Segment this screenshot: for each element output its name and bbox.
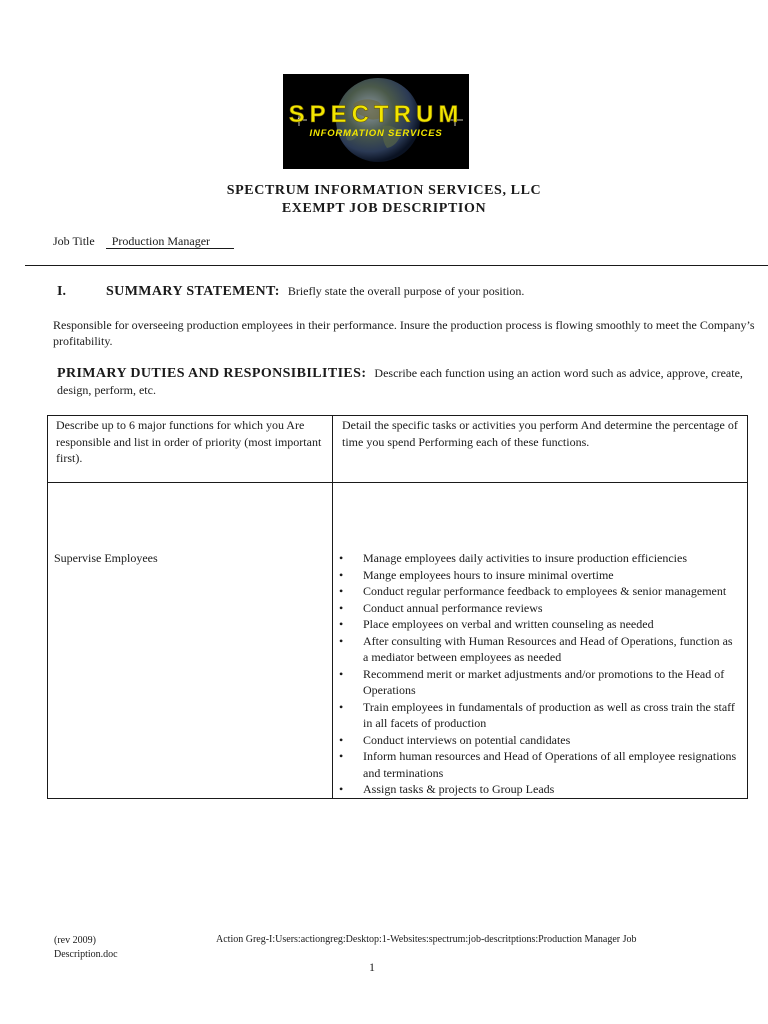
list-item: [339, 748, 739, 781]
footer-revision: [54, 934, 118, 962]
bullet-icon: •: [339, 782, 344, 796]
list-item: [339, 600, 739, 617]
bullet-icon: •: [339, 699, 344, 714]
bullet-icon: •: [339, 749, 344, 763]
job-title-label: Job Title: [53, 234, 95, 248]
job-title-value: Production Manager: [106, 235, 234, 249]
document-type: EXEMPT JOB DESCRIPTION: [281, 201, 487, 216]
section-divider: [25, 265, 768, 266]
logo-title: SPECTRUM: [288, 101, 464, 128]
table-row: [48, 483, 748, 799]
page-number: 1: [369, 960, 375, 974]
bullet-icon: •: [339, 600, 344, 615]
list-item: [339, 781, 739, 798]
functions-table: [47, 415, 748, 799]
duties-heading: PRIMARY DUTIES AND RESPONSIBILITIES:: [57, 366, 367, 381]
header-cell-functions: [48, 416, 333, 483]
summary-heading: SUMMARY STATEMENT:: [106, 284, 280, 299]
bullet-icon: •: [339, 584, 344, 598]
bullet-icon: •: [339, 633, 344, 648]
task-text: Train employees in fundamentals of production as well as cross train the staff in all facets of production: [363, 699, 735, 730]
list-item: [339, 616, 739, 633]
header-cell-tasks: [333, 416, 748, 483]
footer-rev: (rev 2009): [54, 935, 96, 946]
summary-heading-row: [57, 284, 524, 300]
bullet-icon: •: [339, 732, 344, 747]
task-text: Conduct annual performance reviews: [363, 600, 543, 615]
footer-filename: Description.doc: [54, 949, 118, 960]
list-item: [339, 583, 739, 600]
task-text: Place employees on verbal and written counseling as needed: [363, 617, 654, 631]
list-item: [339, 732, 739, 749]
header-tasks-text: Detail the specific tasks or activities you perform And determine the percentage of time you spend Performing each of these functions.: [342, 418, 738, 449]
duties-heading-block: [57, 365, 747, 398]
list-item: [339, 633, 739, 666]
function-name: Supervise Employees: [54, 551, 158, 565]
logo-subtitle: INFORMATION SERVICES: [309, 128, 443, 139]
job-title-field: [53, 234, 234, 249]
footer-path: Action Greg-I:Users:actiongreg:Desktop:1-Websites:spectrum:job-descritptions:Production Manager Job: [216, 934, 637, 945]
summary-instruction: Briefly state the overall purpose of your position.: [287, 284, 525, 298]
list-item: [339, 699, 739, 732]
duties-instruction: Describe each function using an action word such as advice, approve, create, design, perform, etc.: [57, 366, 743, 397]
table-header-row: [48, 416, 748, 483]
bullet-icon: •: [339, 551, 344, 565]
task-text: Recommend merit or market adjustments and/or promotions to the Head of Operations: [363, 666, 725, 697]
bullet-icon: •: [339, 567, 344, 582]
tasks-cell: [333, 483, 748, 799]
function-cell: [48, 483, 333, 799]
bullet-icon: •: [339, 666, 344, 681]
task-text: Conduct interviews on potential candidates: [363, 732, 571, 747]
header-functions-text: Describe up to 6 major functions for which you Are responsible and list in order of priority (most important first).: [56, 418, 322, 465]
globe-logo-graphic: [283, 74, 469, 169]
company-logo: [283, 74, 469, 169]
summary-body: Responsible for overseeing production employees in their performance. Insure the production process is flowing smoothly to meet the Company’s profitability.: [53, 318, 755, 348]
task-text: Assign tasks & projects to Group Leads: [363, 782, 555, 796]
task-text: Inform human resources and Head of Operations of all employee resignations and terminations: [363, 749, 737, 780]
section-number: I.: [57, 284, 66, 299]
bullet-icon: •: [339, 617, 344, 631]
task-text: After consulting with Human Resources and Head of Operations, function as a mediator between employees as needed: [363, 633, 733, 664]
list-item: [339, 567, 739, 584]
task-text: Mange employees hours to insure minimal overtime: [363, 567, 614, 582]
tasks-list: [333, 483, 747, 798]
task-text: Conduct regular performance feedback to employees & senior management: [363, 584, 727, 598]
list-item: [339, 550, 739, 567]
company-name: SPECTRUM INFORMATION SERVICES, LLC: [226, 183, 542, 198]
list-item: [339, 666, 739, 699]
task-text: Manage employees daily activities to insure production efficiencies: [363, 551, 688, 565]
